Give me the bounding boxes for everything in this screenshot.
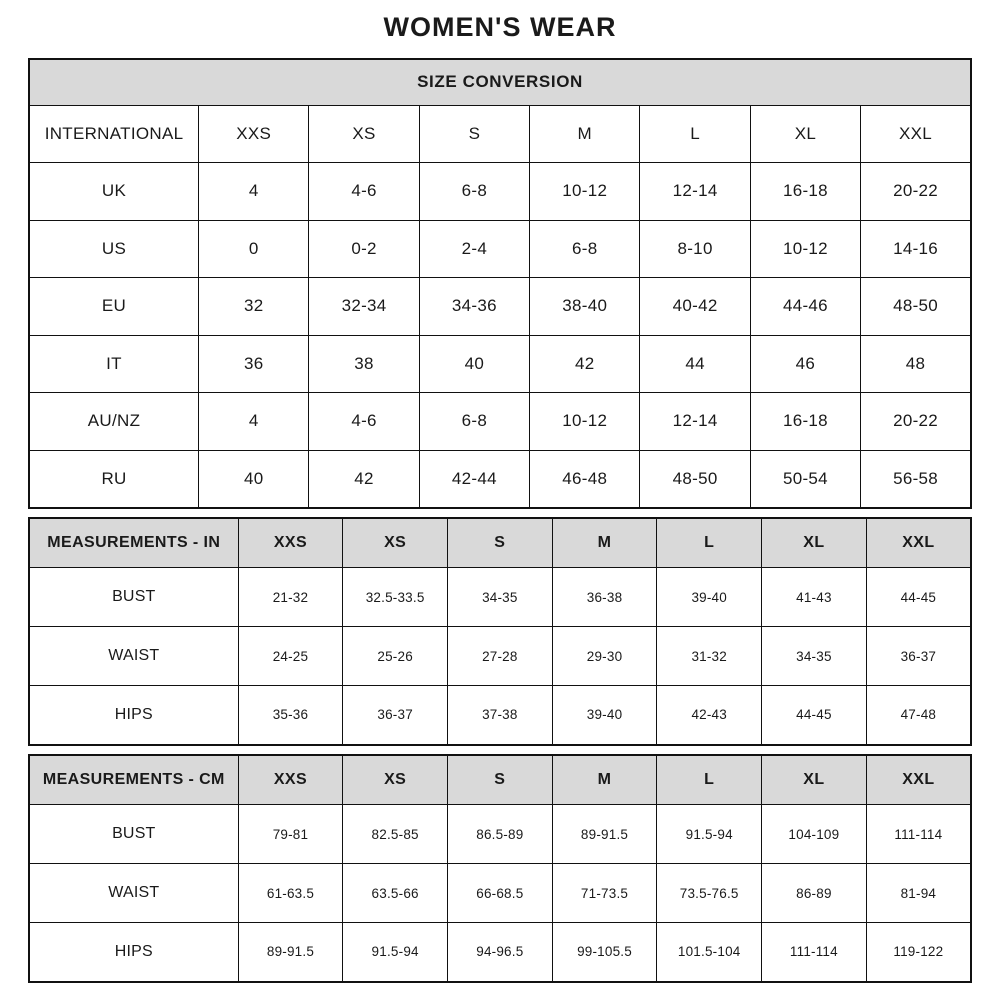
table-cell: 25-26 — [343, 627, 448, 686]
column-header: M — [552, 755, 657, 805]
table-cell: 48 — [861, 335, 971, 393]
table-cell: 6-8 — [530, 220, 640, 278]
column-header: M — [552, 518, 657, 568]
row-label: AU/NZ — [29, 393, 199, 451]
row-label: US — [29, 220, 199, 278]
table-cell: XXS — [199, 105, 309, 163]
table-row — [29, 805, 971, 864]
table-cell: 34-35 — [447, 568, 552, 627]
table-cell: 86-89 — [762, 864, 867, 923]
table-cell: 86.5-89 — [447, 805, 552, 864]
table-cell: 79-81 — [238, 805, 343, 864]
table-cell: 39-40 — [657, 568, 762, 627]
table-cell: 20-22 — [861, 163, 971, 221]
table-cell: 12-14 — [640, 163, 750, 221]
table-cell: 101.5-104 — [657, 923, 762, 982]
table-cell: 36-37 — [343, 686, 448, 745]
table-cell: 36 — [199, 335, 309, 393]
table-cell: 111-114 — [866, 805, 971, 864]
table-row — [29, 278, 971, 336]
row-label: EU — [29, 278, 199, 336]
table-cell: 24-25 — [238, 627, 343, 686]
column-header: S — [447, 755, 552, 805]
table-cell: 38-40 — [530, 278, 640, 336]
table-cell: 42-43 — [657, 686, 762, 745]
table-cell: XL — [750, 105, 860, 163]
table-cell: 12-14 — [640, 393, 750, 451]
column-header: S — [447, 518, 552, 568]
table-cell: 6-8 — [419, 393, 529, 451]
column-header: XS — [343, 518, 448, 568]
row-label: HIPS — [29, 923, 238, 982]
table-title: SIZE CONVERSION — [29, 59, 971, 105]
table-cell: 4-6 — [309, 163, 419, 221]
table-cell: 0-2 — [309, 220, 419, 278]
table-row — [29, 220, 971, 278]
table-cell: 32 — [199, 278, 309, 336]
table-row — [29, 627, 971, 686]
table-row — [29, 335, 971, 393]
column-header: XXS — [238, 755, 343, 805]
table-cell: 91.5-94 — [657, 805, 762, 864]
table-cell: 4 — [199, 393, 309, 451]
table-row — [29, 686, 971, 745]
table-cell: S — [419, 105, 529, 163]
column-header: L — [657, 518, 762, 568]
column-header: XXL — [866, 755, 971, 805]
row-label: RU — [29, 450, 199, 508]
table-cell: 16-18 — [750, 393, 860, 451]
table-title: MEASUREMENTS - IN — [29, 518, 238, 568]
column-header: XXS — [238, 518, 343, 568]
measurements-in-table — [28, 517, 972, 746]
row-label: HIPS — [29, 686, 238, 745]
table-cell: 66-68.5 — [447, 864, 552, 923]
table-cell: 36-37 — [866, 627, 971, 686]
table-cell: XXL — [861, 105, 971, 163]
table-cell: 48-50 — [861, 278, 971, 336]
table-cell: 32-34 — [309, 278, 419, 336]
table-cell: 4-6 — [309, 393, 419, 451]
column-header: XL — [762, 518, 867, 568]
table-cell: 61-63.5 — [238, 864, 343, 923]
column-header: XL — [762, 755, 867, 805]
table-row — [29, 393, 971, 451]
table-cell: 44-45 — [866, 568, 971, 627]
table-cell: 10-12 — [530, 163, 640, 221]
table-cell: 37-38 — [447, 686, 552, 745]
table-cell: 63.5-66 — [343, 864, 448, 923]
table-cell: 111-114 — [762, 923, 867, 982]
table-title-row — [29, 59, 971, 105]
table-cell: 99-105.5 — [552, 923, 657, 982]
table-cell: 46-48 — [530, 450, 640, 508]
row-label: BUST — [29, 568, 238, 627]
table-cell: XS — [309, 105, 419, 163]
table-cell: 10-12 — [750, 220, 860, 278]
table-cell: 47-48 — [866, 686, 971, 745]
table-cell: 36-38 — [552, 568, 657, 627]
table-cell: 94-96.5 — [447, 923, 552, 982]
row-label: UK — [29, 163, 199, 221]
table-cell: 119-122 — [866, 923, 971, 982]
table-cell: M — [530, 105, 640, 163]
table-cell: 40 — [419, 335, 529, 393]
row-label: WAIST — [29, 627, 238, 686]
table-cell: 8-10 — [640, 220, 750, 278]
table-header-row — [29, 518, 971, 568]
table-cell: 20-22 — [861, 393, 971, 451]
table-cell: 29-30 — [552, 627, 657, 686]
table-cell: 73.5-76.5 — [657, 864, 762, 923]
table-cell: 38 — [309, 335, 419, 393]
table-cell: 50-54 — [750, 450, 860, 508]
table-row — [29, 163, 971, 221]
measurements-cm-table — [28, 754, 972, 983]
table-cell: 71-73.5 — [552, 864, 657, 923]
size-conversion-table — [28, 58, 972, 509]
table-header-row — [29, 755, 971, 805]
table-cell: 32.5-33.5 — [343, 568, 448, 627]
table-row — [29, 568, 971, 627]
table-cell: 40-42 — [640, 278, 750, 336]
table-cell: 4 — [199, 163, 309, 221]
table-title: MEASUREMENTS - CM — [29, 755, 238, 805]
table-cell: 6-8 — [419, 163, 529, 221]
column-header: L — [657, 755, 762, 805]
table-cell: 0 — [199, 220, 309, 278]
table-cell: 89-91.5 — [238, 923, 343, 982]
table-cell: 44-46 — [750, 278, 860, 336]
table-cell: 42 — [309, 450, 419, 508]
table-cell: 40 — [199, 450, 309, 508]
table-row — [29, 450, 971, 508]
table-cell: 31-32 — [657, 627, 762, 686]
table-cell: 89-91.5 — [552, 805, 657, 864]
table-cell: 42 — [530, 335, 640, 393]
column-header: XS — [343, 755, 448, 805]
table-cell: 44-45 — [762, 686, 867, 745]
table-cell: 42-44 — [419, 450, 529, 508]
table-cell: 48-50 — [640, 450, 750, 508]
table-cell: L — [640, 105, 750, 163]
table-row — [29, 864, 971, 923]
table-cell: 14-16 — [861, 220, 971, 278]
table-cell: 21-32 — [238, 568, 343, 627]
table-cell: 2-4 — [419, 220, 529, 278]
table-row — [29, 923, 971, 982]
table-cell: 81-94 — [866, 864, 971, 923]
table-cell: 27-28 — [447, 627, 552, 686]
table-cell: 10-12 — [530, 393, 640, 451]
row-label: BUST — [29, 805, 238, 864]
table-cell: 56-58 — [861, 450, 971, 508]
table-cell: 41-43 — [762, 568, 867, 627]
table-row — [29, 105, 971, 163]
table-cell: 91.5-94 — [343, 923, 448, 982]
table-cell: 39-40 — [552, 686, 657, 745]
column-header: XXL — [866, 518, 971, 568]
table-cell: 35-36 — [238, 686, 343, 745]
table-cell: 44 — [640, 335, 750, 393]
table-cell: 34-35 — [762, 627, 867, 686]
row-label: IT — [29, 335, 199, 393]
table-cell: 104-109 — [762, 805, 867, 864]
row-label: INTERNATIONAL — [29, 105, 199, 163]
page-title: WOMEN'S WEAR — [383, 12, 617, 42]
row-label: WAIST — [29, 864, 238, 923]
table-cell: 46 — [750, 335, 860, 393]
table-cell: 34-36 — [419, 278, 529, 336]
table-cell: 82.5-85 — [343, 805, 448, 864]
table-cell: 16-18 — [750, 163, 860, 221]
